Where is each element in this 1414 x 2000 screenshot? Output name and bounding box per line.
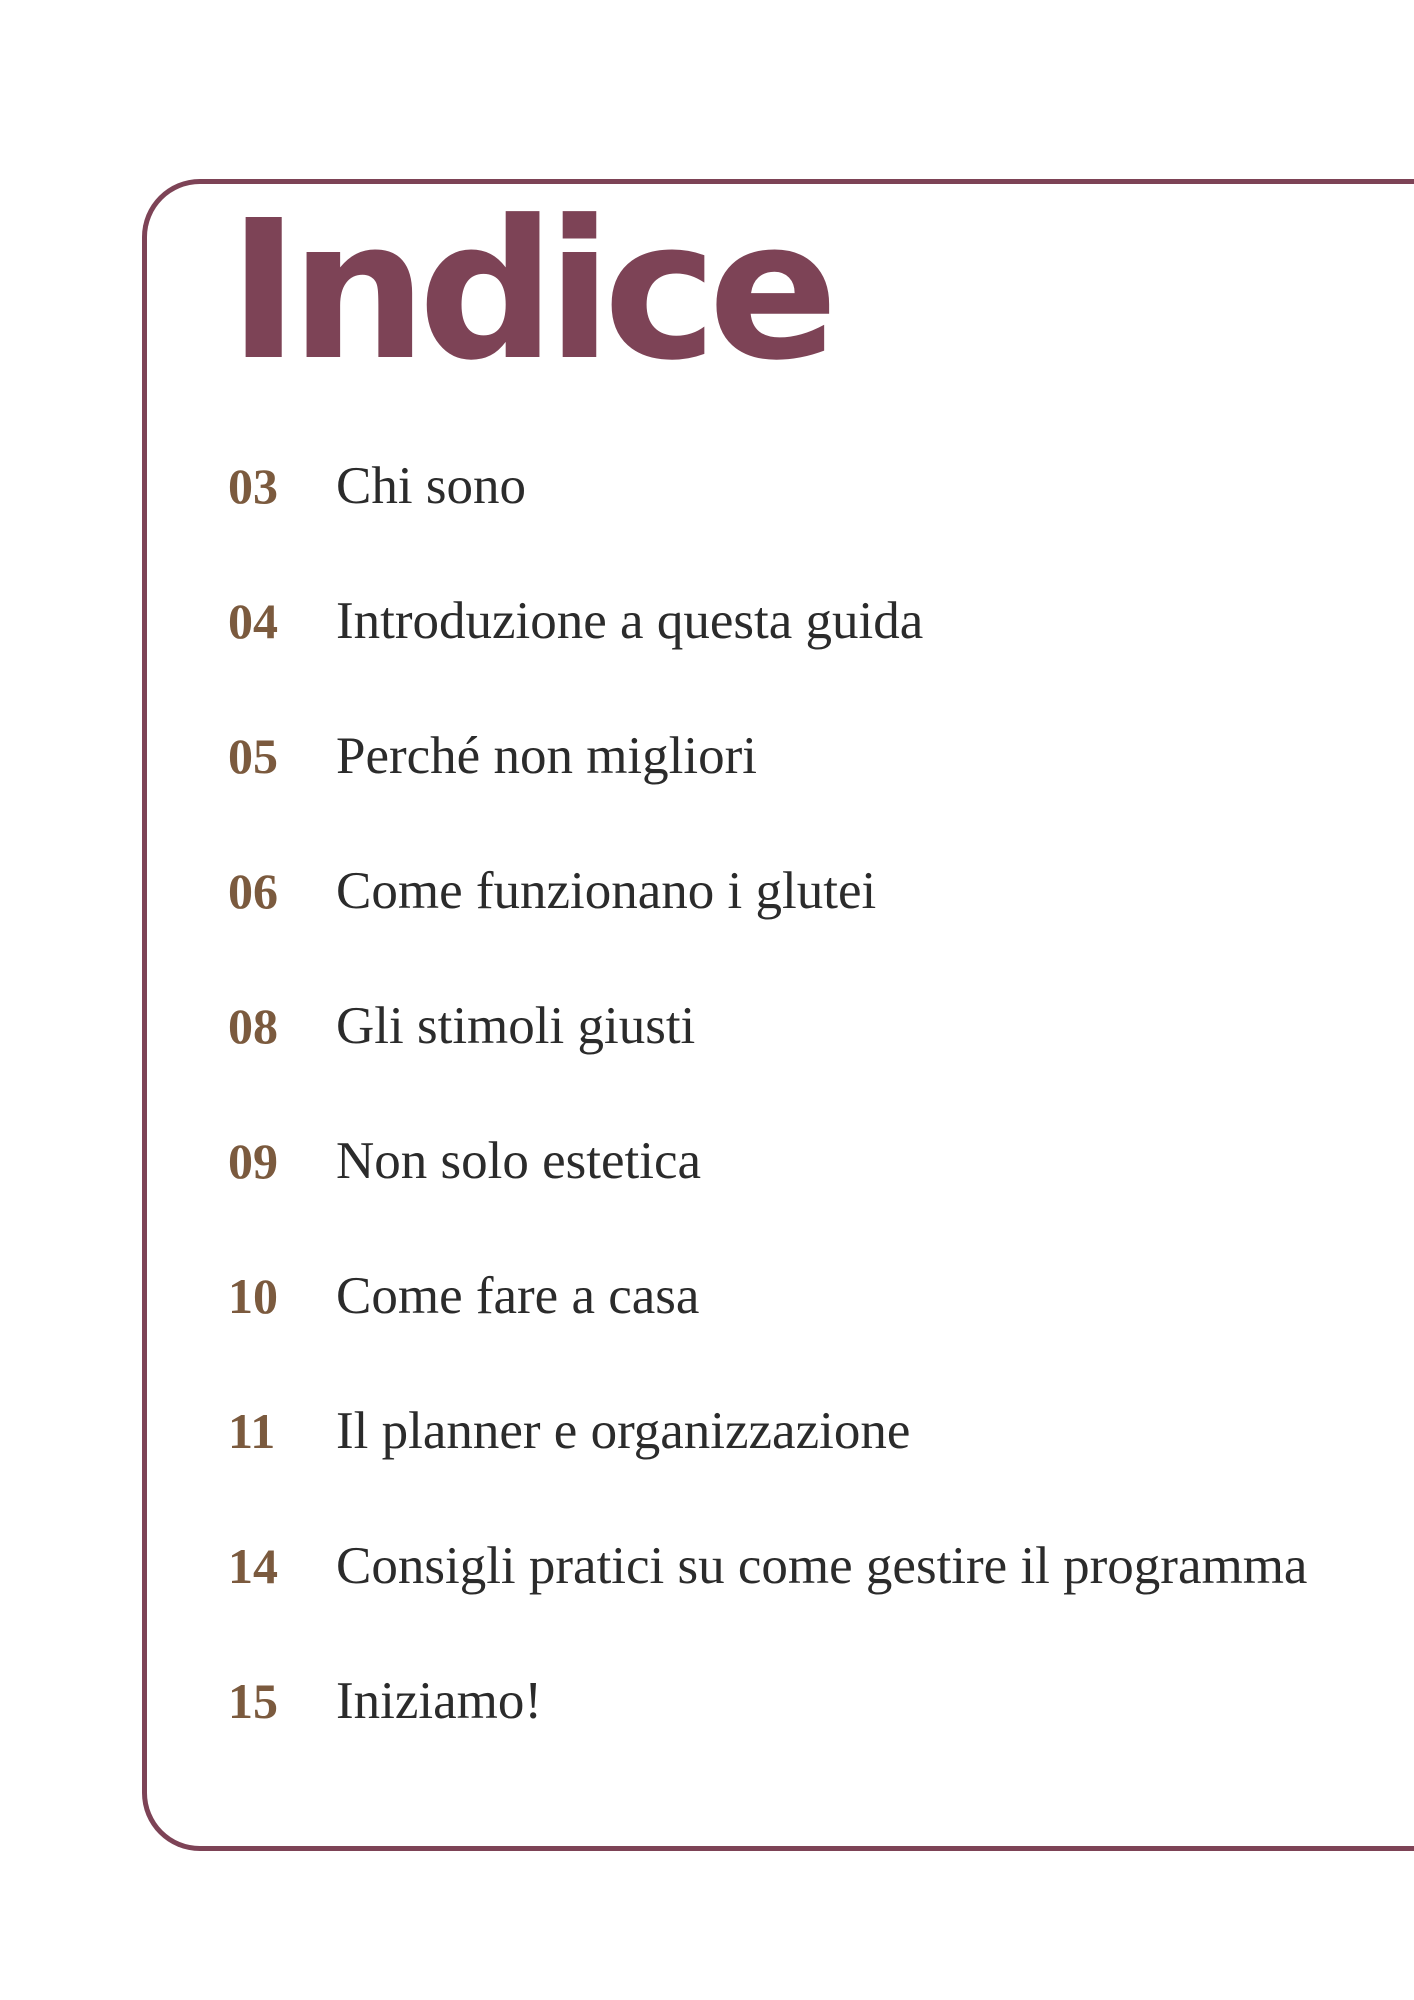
toc-entry[interactable]: [228, 996, 1307, 1131]
toc-page-number: 05: [228, 728, 278, 784]
toc-entry[interactable]: [228, 456, 1307, 591]
toc-entry[interactable]: [228, 726, 1307, 861]
toc-entry[interactable]: [228, 861, 1307, 996]
toc-entry-label: Perché non migliori: [336, 727, 757, 785]
toc-entry[interactable]: [228, 1131, 1307, 1266]
toc-entry[interactable]: [228, 1266, 1307, 1401]
toc-page-number: 10: [228, 1268, 278, 1324]
table-of-contents: [228, 456, 1307, 1806]
toc-page-number: 04: [228, 593, 278, 649]
page-title: Indice: [228, 180, 830, 403]
toc-page-number: 08: [228, 998, 278, 1054]
toc-entry[interactable]: [228, 1671, 1307, 1806]
toc-page-number: 03: [228, 458, 278, 514]
toc-page-number: 06: [228, 863, 278, 919]
toc-page-number: 15: [228, 1673, 278, 1729]
toc-entry-label: Consigli pratici su come gestire il programma: [336, 1537, 1308, 1595]
toc-entry[interactable]: [228, 591, 1307, 726]
toc-entry-label: Gli stimoli giusti: [336, 997, 696, 1055]
toc-entry-label: Non solo estetica: [336, 1132, 702, 1190]
toc-entry-label: Come funzionano i glutei: [336, 862, 877, 920]
toc-entry-label: Il planner e organizzazione: [336, 1402, 911, 1460]
toc-page-number: 14: [228, 1538, 278, 1594]
toc-entry-label: Introduzione a questa guida: [336, 592, 924, 650]
toc-page-number: 09: [228, 1133, 278, 1189]
toc-entry[interactable]: [228, 1536, 1307, 1671]
toc-entry[interactable]: [228, 1401, 1307, 1536]
toc-entry-label: Come fare a casa: [336, 1267, 700, 1325]
toc-page-number: 11: [228, 1403, 276, 1459]
toc-entry-label: Iniziamo!: [336, 1672, 543, 1730]
toc-entry-label: Chi sono: [336, 457, 526, 515]
